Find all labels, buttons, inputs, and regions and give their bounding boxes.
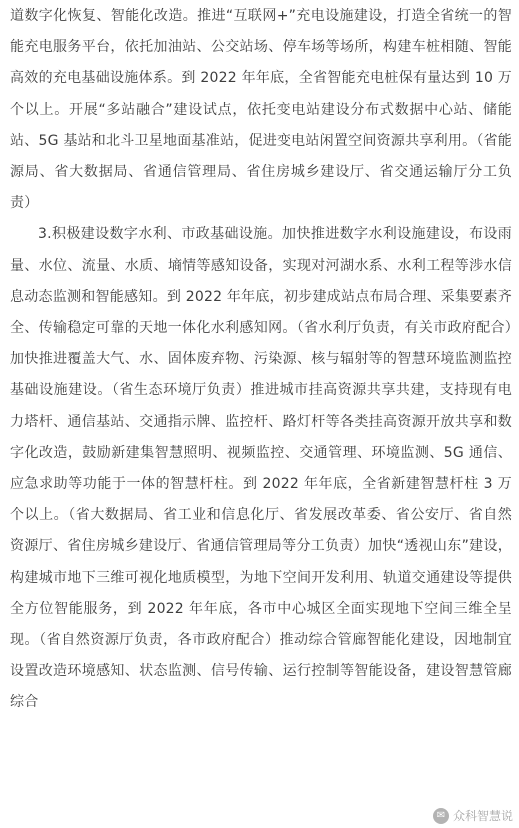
watermark [433, 807, 513, 824]
wechat-icon: ✉ [433, 808, 449, 824]
watermark-text: 众科智慧说 [452, 809, 513, 823]
paragraph-charging-infrastructure: 道数字化恢复、智能化改造。推进“互联网+”充电设施建设，打造全省统一的智能充电服务平台，依托加油站、公交站场、停车场等场所，构建车桩相随、智能高效的充电基础设施体系。到 2022 年年底，全省智能充电桩保有量达到 10 万个以上。开展“多站融合”建设试点，依托变电站建设分布式数据中心站、储能站、5G 基站和北斗卫星地面基准站，促进变电站闲置空间资源共享利用。（省能源局、省大数据局、省通信管理局、省住房城乡建设厅、省交通运输厅分工负责） [10, 8, 512, 212]
paragraph-water-municipal-infrastructure: 3.积极建设数字水利、市政基础设施。加快推进数字水利设施建设，布设雨量、水位、流量、水质、墒情等感知设备，实现对河湖水系、水利工程等涉水信息动态监测和智能感知。到 2022 年年底，初步建成站点布局合理、采集要素齐全、传输稳定可靠的天地一体化水利感知网。（省水利厅负责，有关市政府配合）加快推进覆盖大气、水、固体废弃物、污染源、核与辐射等的智慧环境监测监控基础设施建设。（省生态环境厅负责）推进城市挂高资源共享共建，支持现有电力塔杆、通信基站、交通指示牌、监控杆、路灯杆等各类挂高资源开放共享和数字化改造，鼓励新建集智慧照明、视频监控、交通管理、环境监测、5G 通信、应急求助等功能于一体的智慧杆柱。到 2022 年年底，全省新建智慧杆柱 3 万个以上。（省大数据局、省工业和信息化厅、省发展改革委、省公安厅、省自然资源厅、省住房城乡建设厅、省通信管理局等分工负责）加快“透视山东”建设，构建城市地下三维可视化地质模型，为地下空间开发利用、轨道交通建设等提供全方位智能服务，到 2022 年年底，各市中心城区全面实现地下空间三维全呈现。（省自然资源厅负责，各市政府配合）推动综合管廊智能化建设，因地制宜设置改造环境感知、状态监测、信号传输、运行控制等智能设备，建设智慧管廊综合 [10, 226, 512, 711]
